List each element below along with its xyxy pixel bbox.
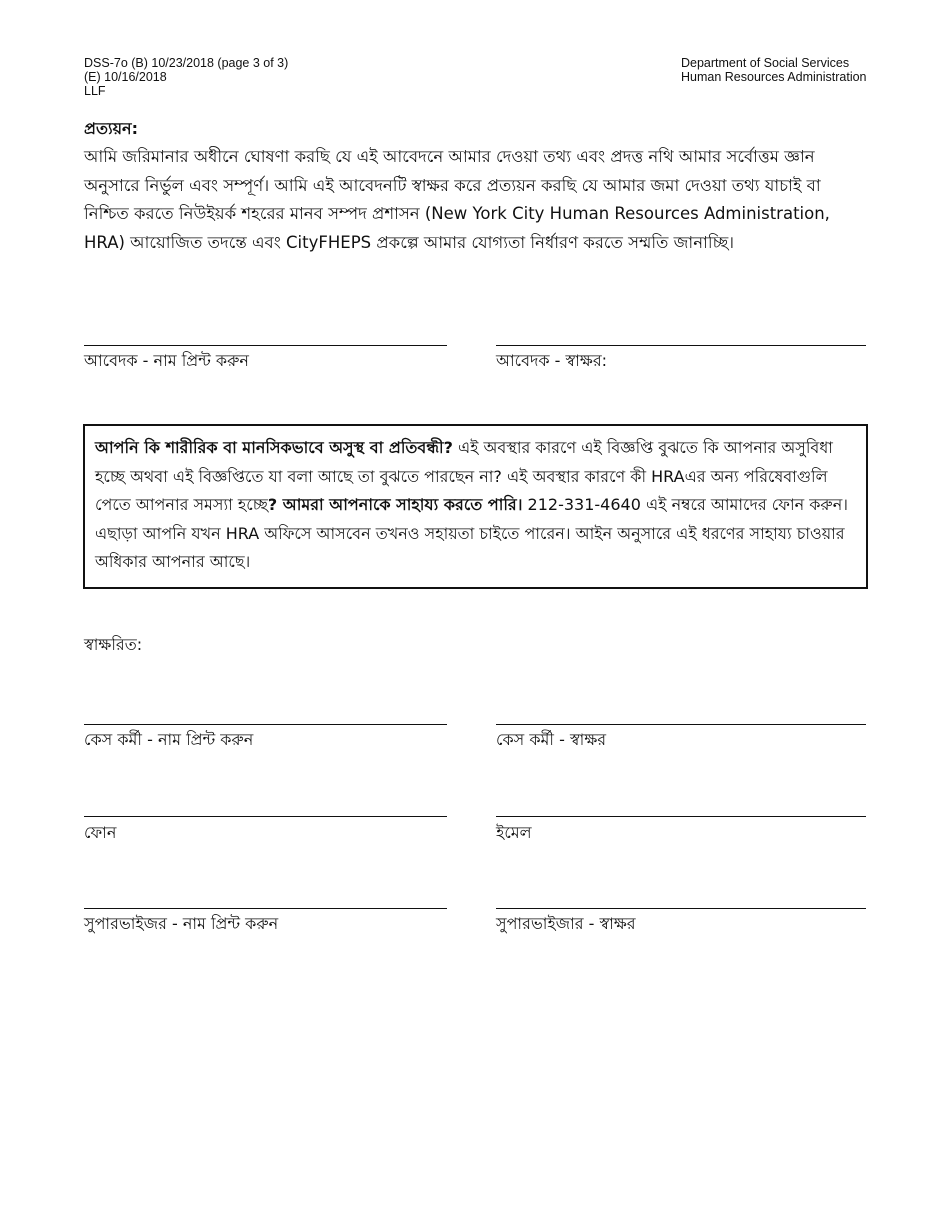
- caseworker-signature-line[interactable]: [496, 724, 866, 725]
- signed-label: স্বাক্ষরিত:: [84, 635, 143, 654]
- notice-text-2: 212-331-4640 এই নম্বরে আমাদের ফোন করুন। এছাড়া আপনি যখন HRA অফিসে আসবেন তখনও সহায়তা চাইতে পারেন। আইন অনুসারে এই ধরণের সাহায্য চাওয়ার অধিকার আপনার আছে।: [95, 495, 848, 571]
- phone-label: ফোন: [84, 823, 117, 842]
- form-english-date-line: (E) 10/16/2018: [84, 70, 167, 84]
- caseworker-name-line[interactable]: [84, 724, 447, 725]
- certification-title: প্রত্যয়ন:: [84, 119, 138, 138]
- email-label: ইমেল: [496, 823, 532, 842]
- certification-body: আমি জরিমানার অধীনে ঘোষণা করছি যে এই আবেদনে আমার দেওয়া তথ্য এবং প্রদত্ত নথি আমার সর্বোত্তম জ্ঞান অনুসারে নির্ভুল এবং সম্পূর্ণ। আমি এই আবেদনটি স্বাক্ষর করে প্রত্যয়ন করছি যে আমার জমা দেওয়া তথ্য যাচাই বা নিশ্চিত করতে নিউইয়র্ক শহরের মানব সম্পদ প্রশাসন (New York City Human Resources Administration, HRA) আয়োজিত তদন্তে এবং CityFHEPS প্রকল্পে আমার যোগ্যতা নির্ধারণ করতে সম্মতি জানাচ্ছি।: [84, 147, 830, 252]
- supervisor-name-line[interactable]: [84, 908, 447, 909]
- phone-line[interactable]: [84, 816, 447, 817]
- email-line[interactable]: [496, 816, 866, 817]
- form-code-line: LLF: [84, 84, 106, 98]
- supervisor-signature-line[interactable]: [496, 908, 866, 909]
- applicant-name-line[interactable]: [84, 345, 447, 346]
- notice-question: আপনি কি শারীরিক বা মানসিকভাবে অসুস্থ বা প্রতিবন্ধী?: [95, 438, 453, 457]
- agency-block: [681, 56, 867, 84]
- supervisor-name-label: সুপারভাইজর - নাম প্রিন্ট করুন: [84, 914, 279, 933]
- applicant-signature-line[interactable]: [496, 345, 866, 346]
- disability-notice-box: [83, 424, 868, 589]
- agency-administration: Human Resources Administration: [681, 70, 867, 84]
- supervisor-signature-label: সুপারভাইজার - স্বাক্ষর: [496, 914, 636, 933]
- applicant-signature-label: আবেদক - স্বাক্ষর:: [496, 351, 608, 370]
- agency-department: Department of Social Services: [681, 56, 850, 70]
- notice-text-1: এই অবস্থার কারণে এই বিজ্ঞপ্তি বুঝতে কি আপনার অসুবিধা হচ্ছে অথবা এই বিজ্ঞপ্তিতে যা বলা আছে তা বুঝতে পারছেন না? এই অবস্থার কারণে কী HRAএর অন্য পরিষেবাগুলি পেতে আপনার সমস্যা হচ্ছে: [95, 438, 833, 514]
- form-id-block: [84, 56, 288, 98]
- form-id-line: DSS-7o (B) 10/23/2018 (page 3 of 3): [84, 56, 289, 70]
- notice-help-offer: ? আমরা আপনাকে সাহায্য করতে পারি।: [267, 495, 523, 514]
- caseworker-signature-label: কেস কর্মী - স্বাক্ষর: [496, 730, 607, 749]
- caseworker-name-label: কেস কর্মী - নাম প্রিন্ট করুন: [84, 730, 254, 749]
- applicant-name-label: আবেদক - নাম প্রিন্ট করুন: [84, 351, 249, 370]
